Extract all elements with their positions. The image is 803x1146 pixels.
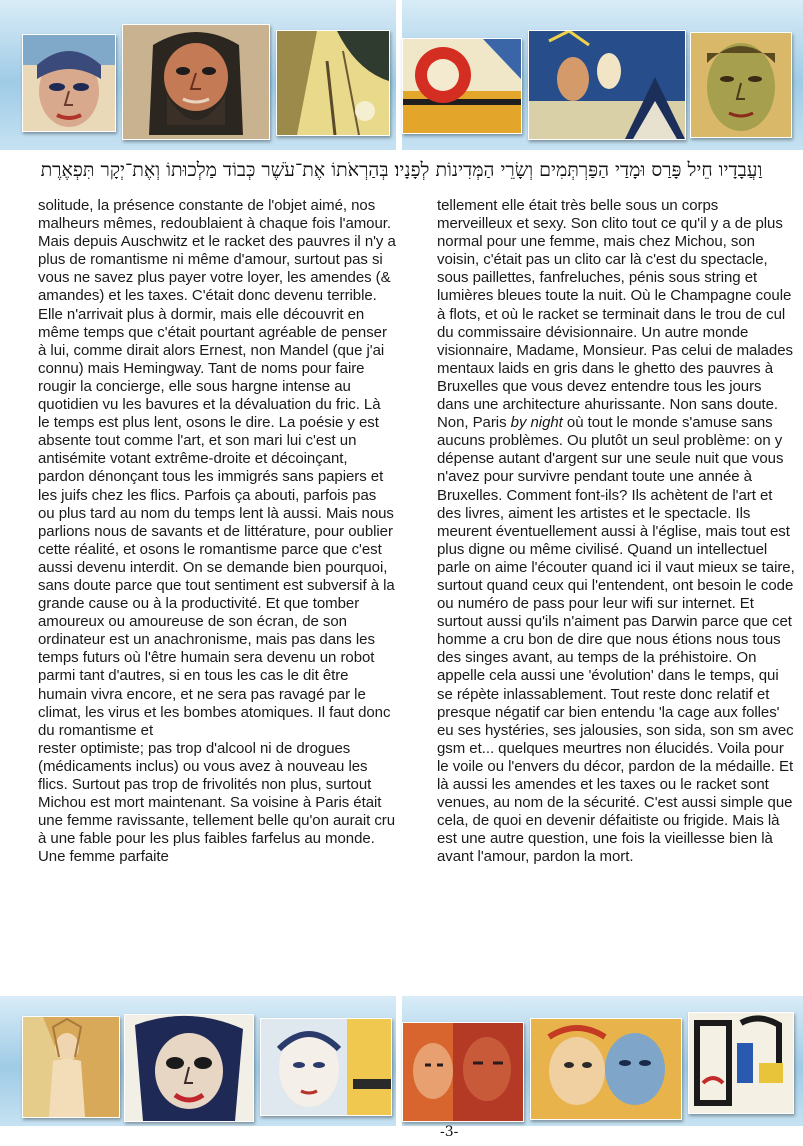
- left-column-text-part2: rester optimiste; pas trop d'alcool ni de drogues (médicaments inclus) ou vous avez à nouveau les flics. Surtout pas trop de frivolités non plus, surtout Michou est mort maintenant. Sa voisine à Paris était une femme ravissante, tellement belle qu'on aurait cru à une fable pour les plus faibles farfelus au monde. Une femme parfaite: [38, 739, 396, 866]
- two-faces-painting-icon: [530, 1018, 682, 1120]
- hebrew-verse: וַעֲבָדָיו חֵיל פָּרַס וּמָדַי הַפַּרְתְּמִים וְשָׂרֵי הַמְּדִינוֹת לְפָנָיו׃ בְּהַרְאֹתוֹ אֶת־עֹשֶׁר כְּבוֹד מַלְכוּתוֹ וְאֶת־יְקָר תִּפְאֶרֶת: [40, 159, 763, 181]
- green-face-painting-icon: [690, 32, 792, 138]
- page-number: -3-: [440, 1124, 459, 1140]
- italic-phrase: by night: [510, 414, 563, 432]
- bottom-painting-band: [0, 996, 803, 1126]
- red-faces-painting-icon: [402, 1022, 524, 1122]
- nude-figure-painting-icon: [22, 1016, 120, 1118]
- red-circle-painting-icon: [402, 38, 522, 134]
- abstract-yellow-painting-icon: [276, 30, 390, 136]
- face-painting-icon: [22, 34, 116, 132]
- bearded-face-painting-icon: [122, 24, 270, 140]
- right-column-text-part1: tellement elle était très belle sous un corps merveilleux et sexy. Son clito tout ce qu'il y a de plus normal pour une femme, mais chez Michou, son voisin, c'était pas un clito car là c'est du spectacle, sous paillettes, fanfreluches, pénis sous string et lumières bleues toute la nuit. Où le Champagne coule à flots, et où le racket se terminait dans le trou de cul du commissaire dévisionnaire. Un autre monde visionnaire, Madame, Monsieur. Pas celui de malades mentaux laids en gris dans le ghetto des pauvres à Bruxelles que vous devez entendre tous les jours dans une architecture ahurissante. Non sans doute. Non, Paris: [437, 197, 793, 432]
- figures-painting-icon: [528, 30, 686, 140]
- graphic-face-painting-icon: [688, 1012, 794, 1114]
- pale-face-painting-icon: [260, 1018, 392, 1116]
- right-column-paragraph: [437, 197, 795, 866]
- left-column: [38, 197, 396, 866]
- right-column-text-part2: où tout le monde s'amuse sans aucuns problèmes. Ou plutôt un seul problème: on y dépense autant d'argent sur une seule nuit que vous n'avez pour survivre pendant toute une année à Bruxelles. Comment font-ils? Ils achètent de l'art et des livres, aiment les artistes et le spectacle. Ils meurent éventuellement aussi à l'église, mais tout est plus digne ou même civilisé. Quand un intellectuel parle on aime l'écouter quand ici il vaut mieux se taire, surtout quand ceux qui l'entendent, ont besoin le code ou numéro de pass pour leur wifi sur internet. Et surtout aussi qu'ils n'aiment pas Darwin parce que cet homme a cru bon de dire que nous étions nous tous des singes avant, au temps de la préhistoire. On appelle cela aussi une 'évolution' dans le temps, qui se répète inlassablement. Tout reste donc relatif et presque négatif car bien entendu 'la cage aux folles' eu ses hystéries, ses jalousies, son sida, son sm avec gsm et... quelques meurtres non élucidés. Voila pour le voile ou l'envers du décor, pardon de la médaille. Et là aussi les amendes et les taxes ou le racket sont venues, au nom de la sécurité. C'est aussi simple que cela, de quoi en devenir défaitiste ou frigide. Mais là est une autre question, une fois la vieillesse bien là avant l'amour, pardon la mort.: [437, 414, 795, 866]
- right-column: [437, 197, 795, 866]
- expressive-face-painting-icon: [124, 1014, 254, 1122]
- top-painting-band: [0, 0, 803, 150]
- left-column-text-part1: solitude, la présence constante de l'objet aimé, nos malheurs mêmes, redoublaient à chaque fois l'amour. Mais depuis Auschwitz et le racket des pauvres il n'y a plus de romantisme ni même d'amour, surtout pas si vous ne savez plus payer votre loyer, les amendes (& amandes) et les taxes. C'était donc devenu terrible. Elle n'arrivait plus à dormir, mais elle découvrit en même temps que c'était pourtant agréable de penser à lui, comme dirait alors Ernest, non Mandel (que j'ai connu) mais Hemingway. Tant de noms pour faire rougir la concierge, elle sous hargne intense au quotidien vu les bavures et la dévaluation du fric. Là le temps est plus lent, osons le dire. La poésie y est absente tout comme l'art, et son mari lui c'est un antisémite votant extrême-droite et décoinçant, pardon dénonçant tous les immigrés sans papiers et les juifs chez les flics. Parfois ça abouti, parfois pas ou plus tard au nom du temps lent là aussi. Mais nous parlions nous de savants et de littérature, pour oublier cette réalité, et osons le romantisme parce que c'est aussi devenu interdit. On se demande bien pourquoi, sans doute parce que tout sentiment est subversif à la grande cause ou à la productivité. Et que tomber amoureux ou amoureuse de son écran, de son ordinateur est un anachronisme, mais pas dans les temps futurs où l'être humain sera devenu un robot parmi tant d'autres, si en tous les cas le dit être humain vivra encore, et ne sera pas ravagé par le climat, les virus et les bombes atomiques. Il faut donc du romantisme et: [38, 197, 396, 739]
